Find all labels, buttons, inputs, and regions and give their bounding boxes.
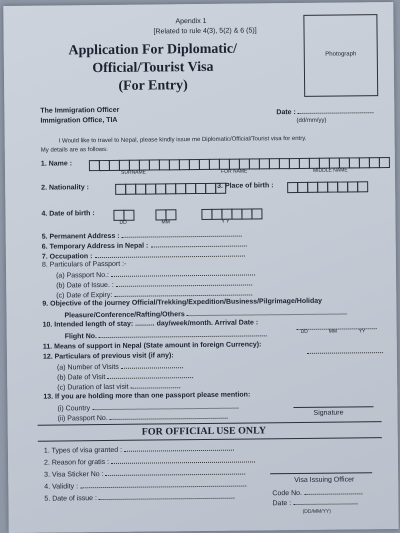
permanent-address-field[interactable] (122, 230, 242, 238)
issue-date-field[interactable] (116, 278, 252, 286)
arrival-dd-caption: DD (300, 328, 308, 335)
means-of-support-label: 11. Means of support in Nepal (State amount in foreign Currency): (42, 341, 262, 351)
official-use-heading: FOR OFFICIAL USE ONLY (141, 425, 267, 438)
sticker-no-label: 3. Visa Sticker No : (44, 471, 104, 479)
previous-visit-heading: 12. Particulars of previous visit (if any): (42, 352, 174, 361)
passport-no-field[interactable] (111, 268, 255, 277)
birthplace-label: 3. Place of birth : (217, 182, 274, 190)
signature-line[interactable] (293, 406, 373, 408)
validity-label: 4. Validity : (44, 483, 79, 491)
visa-officer-label: Visa Issuing Officer (294, 476, 355, 485)
flight-no-field[interactable] (99, 329, 267, 338)
code-no-label: Code No. (272, 489, 302, 498)
visit-duration-label: (c) Duration of last visit (57, 383, 129, 392)
visa-type-label: 1. Types of visa granted : (43, 446, 123, 455)
dob-label: 4. Date of birth : (41, 210, 95, 218)
birthplace-boxes[interactable] (287, 178, 367, 197)
addressee-line1: The Immigration Officer (40, 106, 120, 115)
visits-count-field[interactable] (121, 361, 183, 369)
official-bottom-rule (38, 437, 382, 442)
sticker-no-field[interactable] (105, 468, 245, 476)
expiry-date-label: (c) Date of Expiry: (56, 291, 113, 300)
dob-yy-caption: Y Y (221, 218, 230, 225)
visit-date-label: (b) Date of Visit (57, 374, 106, 382)
form-title-line2: Official/Tourist Visa (92, 59, 214, 77)
country-label: (i) Country (57, 405, 91, 413)
gratis-reason-field[interactable] (111, 455, 255, 464)
official-date-field[interactable] (293, 497, 357, 505)
expiry-date-field[interactable] (114, 288, 252, 296)
visit-date-field[interactable] (107, 371, 193, 379)
visa-type-field[interactable] (124, 444, 234, 452)
surname-caption: SURNAME (120, 169, 147, 176)
multiple-passport-label: 13. If you are holding more than one passport please mention: (43, 391, 251, 401)
occupation-field[interactable] (94, 250, 244, 259)
occupation-label: 7. Occupation : (41, 253, 93, 261)
passport-no-label: (a) Passport No.: (56, 271, 110, 280)
rule-reference: [Related to rule 4(3), 5(2) & 6 (5)] (153, 27, 257, 36)
second-passport-label: (ii) Passport No. (57, 414, 108, 423)
second-passport-field[interactable] (110, 412, 228, 420)
official-date-format: (DD/MM/YY) (302, 508, 331, 515)
passport-heading: 8. Particulars of Passport :- (41, 260, 127, 269)
visits-count-label: (a) Number of Visits (57, 363, 119, 372)
addressee-line2: Immigration Office, TIA (40, 116, 118, 125)
validity-field[interactable] (80, 480, 246, 489)
middlename-caption: MIDDLE NAME (312, 167, 348, 174)
nationality-label: 2. Nationality : (41, 184, 90, 192)
date-format: (dd/mm/yy) (296, 117, 327, 124)
intro-line2: My details are as follows: (40, 146, 108, 154)
temporary-address-label: 6. Temporary Address in Nepal : (41, 242, 149, 251)
date-field[interactable] (298, 106, 374, 114)
country-field[interactable] (92, 402, 238, 411)
arrival-mm-caption: MM (328, 328, 338, 335)
signature-label: Signature (313, 409, 344, 417)
visit-duration-field[interactable] (130, 381, 180, 389)
appendix-label: Apendix 1 (175, 17, 207, 26)
form-title-line1: Application For Diplomatic/ (68, 41, 238, 59)
gratis-reason-label: 2. Reason for gratis : (44, 458, 110, 467)
nationality-boxes[interactable] (115, 180, 225, 199)
photograph-box (303, 14, 378, 97)
stay-length-label: 10. Intended length of stay: .......... day/week/month. Arrival Date : (42, 319, 259, 329)
official-date-label: Date : (272, 500, 292, 508)
form-title-line3: (For Entry) (118, 78, 188, 94)
flight-no-label: Flight No. (64, 333, 98, 341)
dob-dd-caption: DD (119, 219, 127, 226)
journey-objective-line2: Pleasure/Conference/Rafting/Others (64, 311, 185, 320)
means-of-support-field[interactable] (307, 340, 383, 359)
name-label: 1. Name : (40, 160, 73, 168)
journey-objective-field[interactable] (187, 307, 347, 316)
arrival-yy-caption: YY (358, 328, 366, 335)
intro-line1: I Would like to travel to Nepal, please kindly issue me Diplomatic/Official/Tourist visa for entry. (58, 135, 307, 145)
visa-application-form (3, 2, 398, 533)
permanent-address-label: 5. Permanent Address : (41, 232, 120, 241)
dob-year-boxes[interactable] (201, 205, 261, 224)
issue-date-official-label: 5. Date of issue : (44, 495, 97, 503)
dob-mm-caption: MM (161, 219, 170, 226)
code-no-field[interactable] (304, 487, 362, 495)
photograph-label: Photograph (325, 51, 357, 58)
journey-objective-line1: 9. Objective of the journey Official/Trekking/Expedition/Business/Pilgrimage/Holiday (42, 297, 323, 308)
forname-caption: FOR NAME (220, 168, 248, 175)
issue-date-official-field[interactable] (99, 492, 235, 500)
issue-date-label: (b) Date of Issue. : (56, 281, 114, 290)
temporary-address-field[interactable] (150, 240, 246, 248)
officer-signature-line[interactable] (270, 472, 372, 474)
date-label: Date : (276, 108, 296, 117)
